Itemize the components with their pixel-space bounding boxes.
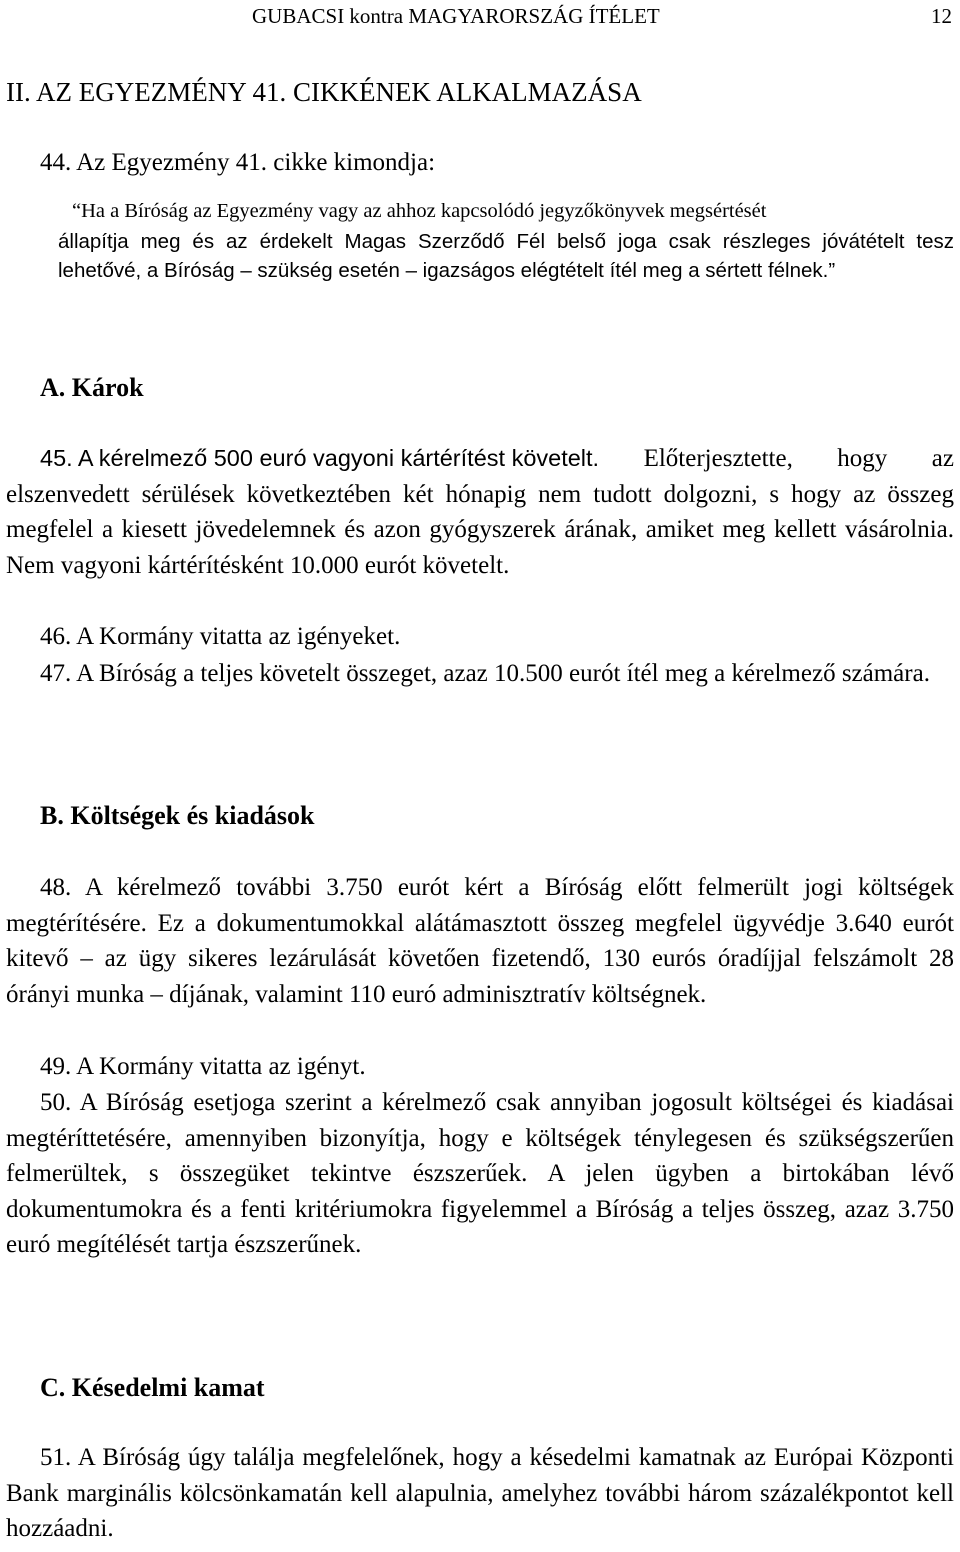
subheading-damages: A. Károk [40,373,144,402]
paragraph-48: 48. A kérelmező további 3.750 eurót kért a Bíróság előtt felmerült jogi költségek megtérítésére. Ez a dokumentumokkal alátámasztott összeg megfelel ügyvédje 3.640 eurót kitevő – az ügy sikeres lezárulását követően fizetendő, 130 eurós óradíjjal felszámolt 28 órányi munka – díjának, valamint 110 euró adminisztratív költségnek. [6,874,954,1008]
paragraph-44: 44. Az Egyezmény 41. cikke kimondja: [40,149,436,176]
paragraph-50: 50. A Bíróság esetjoga szerint a kérelmező csak annyiban jogosult költségei és kiadásai megtéríttetésére, amennyiben bizonyítja, hogy e költségek ténylegesen és szükségszerűen felmerültek, s összegüket tekintve észszerűek. A jelen ügyben a birtokában lévő dokumentumokra és a fenti kritériumokra figyelemmel a Bíróság a teljes összeg, azaz 3.750 euró megítélését tartja észszerűnek. [6,1089,954,1259]
paragraph-45-body: Előterjesztette, hogy az elszenvedett sérülések következtében két hónapig nem tudott dolgozni, s hogy az összeg megfelel a kiesett jövedelemnek és azon gyógyszerek árának, amiket meg kellett vásárolnia. Nem vagyoni kártérítésként 10.000 eurót követelt. [6,445,954,579]
header-title: GUBACSI kontra MAGYARORSZÁG ÍTÉLET [252,4,660,28]
quote-first-line: “Ha a Bíróság az Egyezmény vagy az ahhoz kapcsolódó jegyzőkönyvek megsértését [72,200,767,222]
subheading-interest: C. Késedelmi kamat [40,1373,265,1402]
paragraph-45-lead: 45. A kérelmező 500 euró vagyoni kártérítést követelt. [40,445,600,471]
paragraph-49: 49. A Kormány vitatta az igényt. [40,1053,366,1080]
page-number: 12 [931,4,952,28]
paragraph-47: 47. A Bíróság a teljes követelt összeget, azaz 10.500 eurót ítél meg a kérelmező számára. [40,660,930,687]
quote-body: állapítja meg és az érdekelt Magas Szerződő Fél belső joga csak részleges jóvátételt tesz lehetővé, a Bíróság – szükség esetén – igazságos elégtételt ítél meg a sértett félnek.” [58,229,954,282]
quoted-article [58,197,954,286]
paragraph-51: 51. A Bíróság úgy találja megfelelőnek, hogy a késedelmi kamatnak az Európai Központi Bank marginális kölcsönkamatán kell alapulnia, amelyhez további három százalékpontot kell hozzáadni. [6,1444,954,1543]
page-header [252,4,952,28]
section-title: II. AZ EGYEZMÉNY 41. CIKKÉNEK ALKALMAZÁSA [6,77,642,107]
subheading-costs: B. Költségek és kiadások [40,801,315,830]
paragraph-45 [6,441,954,583]
paragraph-46: 46. A Kormány vitatta az igényeket. [40,623,401,650]
